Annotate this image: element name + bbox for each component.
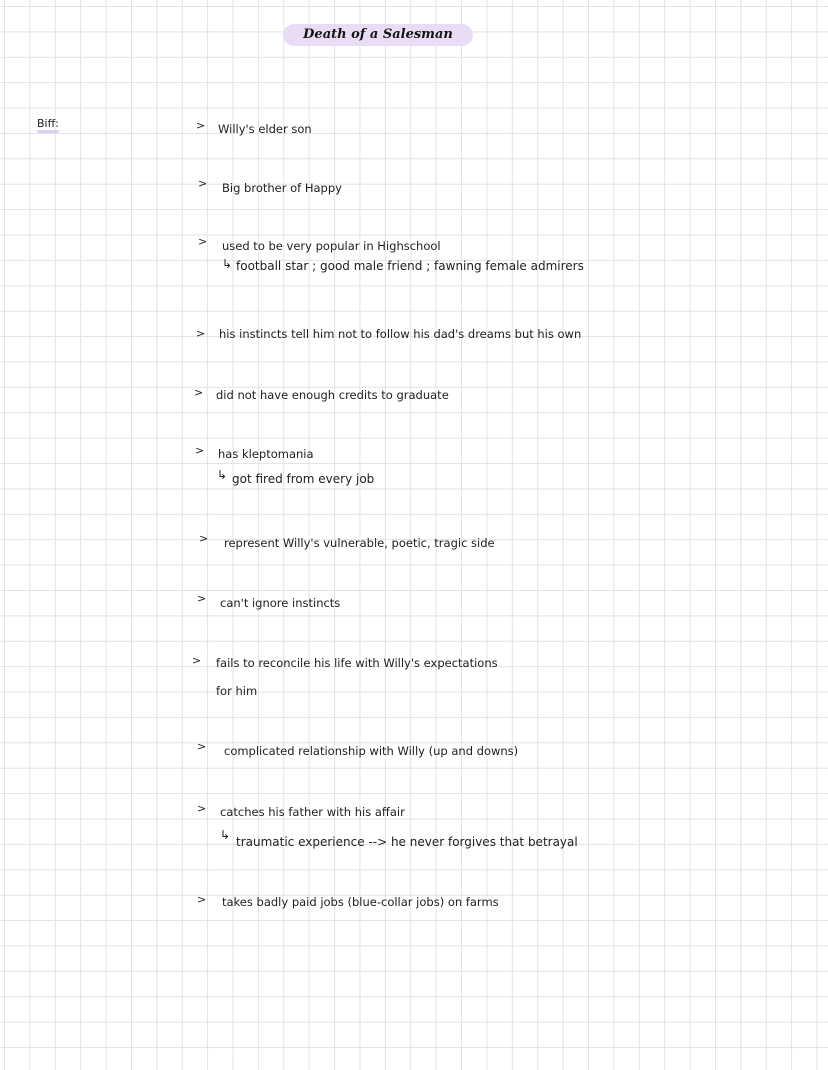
note-item: used to be very popular in Highschool bbox=[222, 239, 441, 253]
bullet-arrow-icon: > bbox=[197, 740, 207, 753]
section-label-biff: Biff: bbox=[37, 117, 59, 130]
note-item: takes badly paid jobs (blue-collar jobs) on farms bbox=[222, 895, 499, 909]
note-item: fails to reconcile his life with Willy's expectations bbox=[216, 656, 498, 670]
note-subitem: got fired from every job bbox=[232, 472, 375, 486]
note-item: catches his father with his affair bbox=[220, 805, 405, 819]
note-subitem: football star ; good male friend ; fawning female admirers bbox=[236, 259, 584, 273]
note-continuation: for him bbox=[216, 684, 258, 698]
note-item: can't ignore instincts bbox=[220, 596, 341, 610]
note-item: complicated relationship with Willy (up and downs) bbox=[224, 744, 519, 758]
bullet-arrow-icon: > bbox=[197, 592, 207, 605]
bullet-arrow-icon: > bbox=[198, 177, 208, 190]
bullet-arrow-icon: > bbox=[197, 893, 207, 906]
bullet-arrow-icon: > bbox=[198, 235, 208, 248]
bullet-arrow-icon: > bbox=[199, 532, 209, 545]
note-item: did not have enough credits to graduate bbox=[216, 388, 449, 402]
note-item: Willy's elder son bbox=[218, 122, 312, 136]
sub-arrow-icon: ↳ bbox=[220, 828, 231, 842]
bullet-arrow-icon: > bbox=[197, 802, 207, 815]
sub-arrow-icon: ↳ bbox=[217, 468, 228, 482]
bullet-arrow-icon: > bbox=[192, 654, 202, 667]
bullet-arrow-icon: > bbox=[196, 327, 206, 340]
bullet-arrow-icon: > bbox=[195, 444, 205, 457]
note-subitem: traumatic experience --> he never forgives that betrayal bbox=[236, 835, 578, 849]
page-title: Death of a Salesman bbox=[283, 24, 473, 46]
note-item: represent Willy's vulnerable, poetic, tragic side bbox=[224, 536, 495, 550]
note-item: his instincts tell him not to follow his dad's dreams but his own bbox=[219, 327, 582, 341]
bullet-arrow-icon: > bbox=[196, 119, 206, 132]
bullet-arrow-icon: > bbox=[194, 386, 204, 399]
sub-arrow-icon: ↳ bbox=[222, 257, 233, 271]
note-item: has kleptomania bbox=[218, 447, 314, 461]
note-item: Big brother of Happy bbox=[222, 181, 342, 195]
